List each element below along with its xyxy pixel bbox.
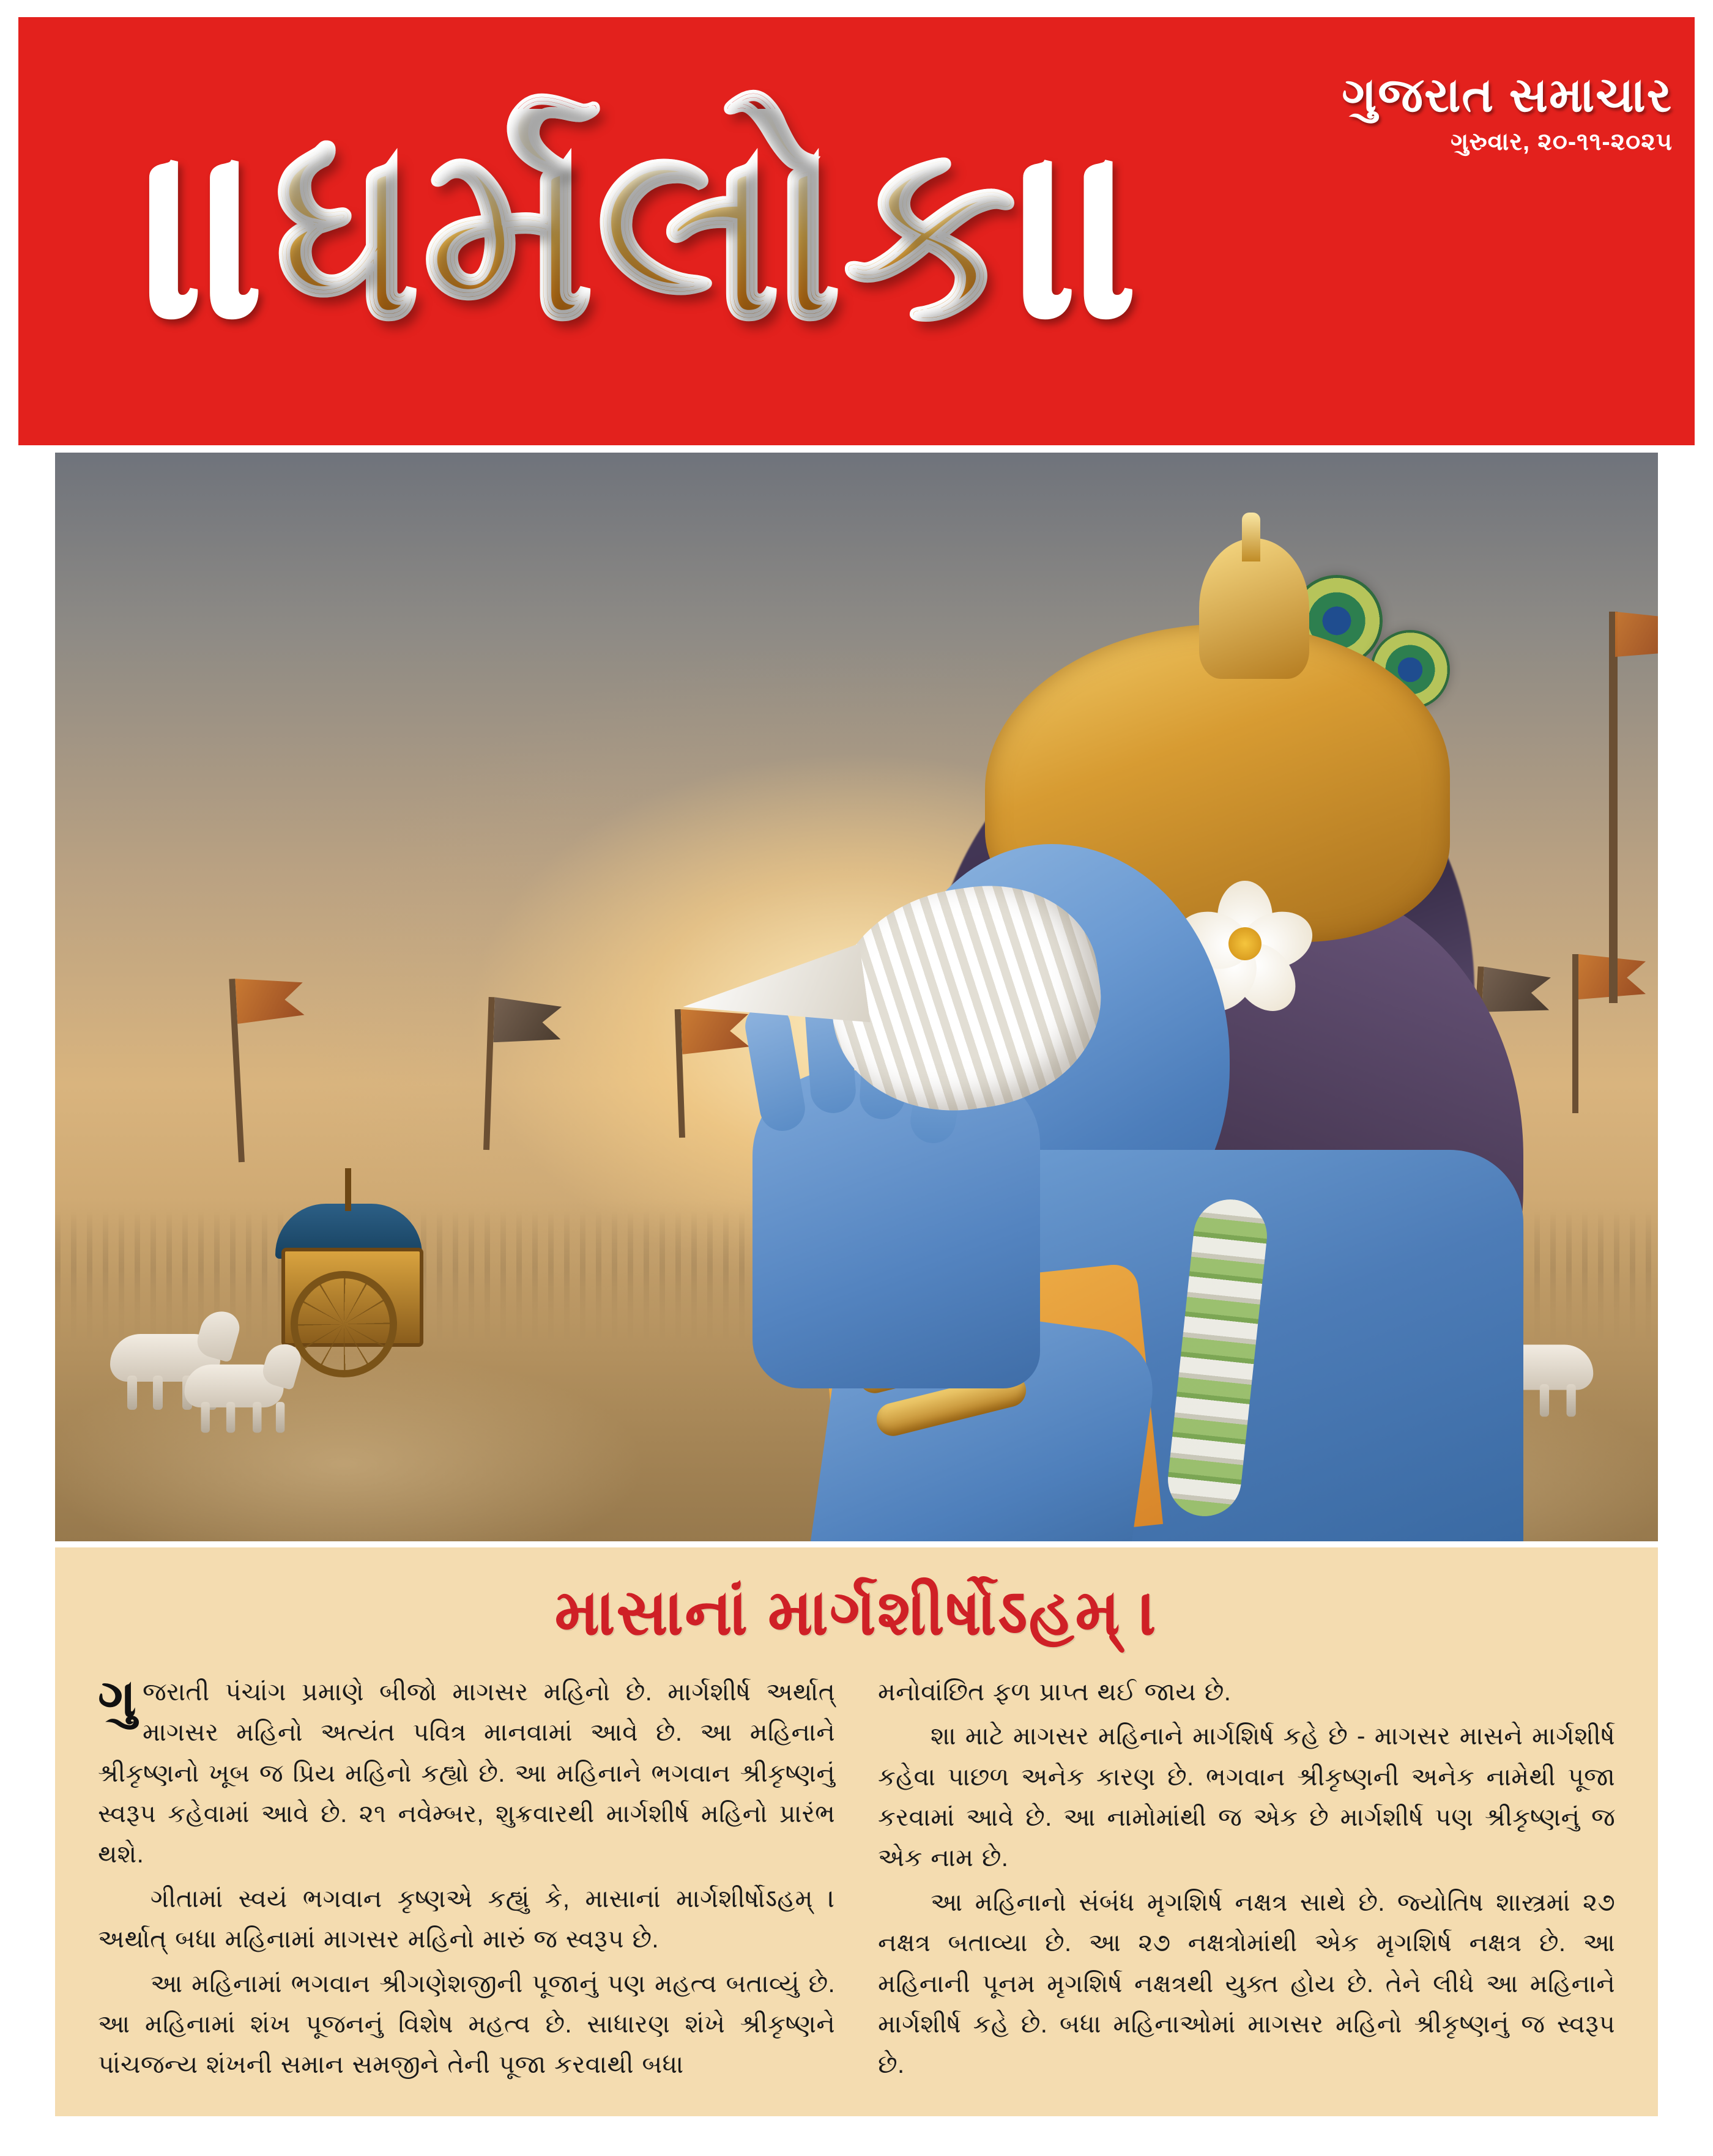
publication-date: ગુરુવાર, ૨૦-૧૧-૨૦૨૫ bbox=[1451, 128, 1673, 155]
article-section bbox=[55, 1547, 1658, 2116]
article-columns bbox=[98, 1669, 1615, 2089]
horse-leg bbox=[226, 1402, 235, 1432]
horse-icon bbox=[185, 1350, 311, 1433]
right-danda-glyph: ॥ bbox=[1017, 94, 1148, 368]
article-column-right bbox=[878, 1672, 1615, 2089]
flower-center bbox=[1228, 927, 1262, 960]
drop-cap: ગુ bbox=[98, 1669, 136, 1728]
masthead bbox=[18, 17, 1695, 445]
paragraph bbox=[98, 1669, 835, 1875]
paragraph-text: જરાતી પંચાંગ પ્રમાણે બીજો માગસર મહિનો છે. માર્ગશીર્ષ અર્થાત્ માગસર મહિનો અત્યંત પવિત્ર માનવામાં આવે છે. આ મહિનાને શ્રીકૃષ્ણનો ખૂબ જ પ્રિય મહિનો કહ્યો છે. આ મહિનાને ભગવાન શ્રીકૃષ્ણનું સ્વરૂપ કહેવામાં આવે છે. ૨૧ નવેમ્બર, શુક્રવારથી માર્ગશીર્ષ મહિનો પ્રારંભ થશે. bbox=[98, 1677, 835, 1869]
chariot-pole bbox=[345, 1168, 351, 1211]
publication-title-text: ધર્મલોક bbox=[273, 94, 1017, 368]
publication-title bbox=[143, 94, 1148, 368]
paragraph: શા માટે માગસર મહિનાને માર્ગશિર્ષ કહે છે - માગસર માસને માર્ગશીર્ષ કહેવા પાછળ અનેક કારણ છે. ભગવાન શ્રીકૃષ્ણની અનેક નામેથી પૂજા કરવામાં આવે છે. આ નામોમાંથી જ એક છે માર્ગશીર્ષ પણ શ્રીકૃષ્ણનું જ એક નામ છે. bbox=[878, 1722, 1615, 1872]
paragraph: આ મહિનામાં ભગવાન શ્રીગણેશજીની પૂજાનું પણ મહત્વ બતાવ્યું છે. આ મહિનામાં શંખ પૂજનનું વિશેષ મહત્વ છે. સાધારણ શંખે શ્રીકૃષ્ણને પાંચજન્ય શંખની સમાન સમજીને તેની પૂજા કરવાથી બધા bbox=[98, 1969, 835, 2079]
horse-leg bbox=[276, 1402, 284, 1432]
hero-illustration bbox=[55, 453, 1658, 1541]
paragraph: ગીતામાં સ્વયં ભગવાન કૃષ્ણએ કહ્યું કે, માસાનાં માર્ગશીર્ષોऽહમ્ । અર્થાત્ બધા મહિનામાં માગસર મહિનો મારું જ સ્વરૂપ છે. bbox=[98, 1884, 835, 1954]
article-heading: માસાનાં માર્ગશીર્ષોऽહમ્ । bbox=[554, 1577, 1159, 1648]
horse-leg bbox=[201, 1402, 210, 1432]
left-danda-glyph: ॥ bbox=[143, 94, 274, 368]
brand-name: ગુજરાત સમાચાર bbox=[1342, 68, 1673, 122]
horse-leg bbox=[153, 1376, 163, 1410]
krishna-figure bbox=[569, 502, 1621, 1541]
masthead-title-block bbox=[18, 17, 1273, 445]
horse-leg bbox=[127, 1376, 137, 1410]
article-column-left bbox=[98, 1669, 835, 2089]
horse-leg bbox=[253, 1402, 261, 1432]
paragraph: મનોવાંછિત ફળ પ્રાપ્ત થઈ જાય છે. bbox=[878, 1677, 1232, 1706]
crown-spire bbox=[1242, 513, 1260, 561]
paragraph: આ મહિનાનો સંબંધ મૃગશિર્ષ નક્ષત્ર સાથે છે. જ્યોતિષ શાસ્ત્રમાં ૨૭ નક્ષત્ર બતાવ્યા છે. આ ૨૭ નક્ષત્રોમાંથી એક મૃગશિર્ષ નક્ષત્ર છે. આ મહિનાની પૂનમ મૃગશિર્ષ નક્ષત્રથી યુક્ત હોય છે. તેને લીધે આ મહિનાને માર્ગશીર્ષ કહે છે. બધા મહિનાઓમાં માગસર મહિનો શ્રીકૃષ્ણનું જ સ્વરૂપ છે. bbox=[878, 1887, 1615, 2079]
brand-block bbox=[1342, 68, 1673, 155]
